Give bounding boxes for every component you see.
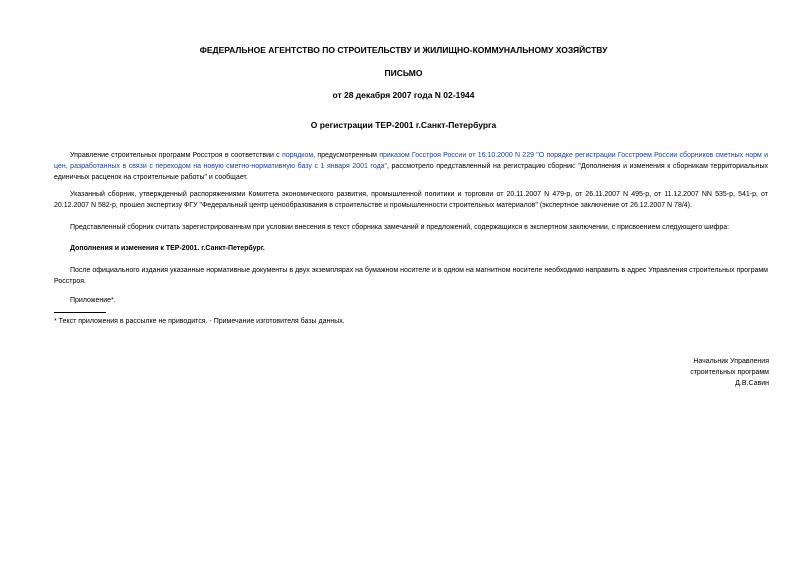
paragraph-1 bbox=[54, 150, 768, 183]
footnote-divider bbox=[54, 312, 106, 313]
paragraph-3: Представленный сборник считать зарегистрированным при условии внесения в текст сборника замечаний и предложений, содержащихся в экспертном заключении, с присвоением следующего шифра: bbox=[70, 224, 730, 231]
signature-position-line1: Начальник Управления bbox=[693, 358, 769, 365]
agency-heading: ФЕДЕРАЛЬНОЕ АГЕНТСТВО ПО СТРОИТЕЛЬСТВУ И ЖИЛИЩНО-КОММУНАЛЬНОМУ ХОЗЯЙСТВУ bbox=[199, 45, 608, 55]
order-link[interactable]: приказом Госстроя России от 16.10.2000 N 229 "О порядке регистрации Госстроем России сборников сметных норм и цен, разработанных в связи с переходом на новую сметно-нормативную базу с 1 января 2001 года" bbox=[54, 152, 768, 170]
signature-block bbox=[690, 356, 769, 389]
paragraph-1-text-b: , предусмотренным bbox=[313, 152, 380, 159]
paragraph-1-text-c: , рассмотрело представленный на регистрацию сборник: "Дополнения и изменения к сборникам территориальных единичных расценок на строительные работы" и сообщает. bbox=[54, 163, 768, 181]
subject-heading: О регистрации ТЕР-2001 г.Санкт-Петербурга bbox=[310, 120, 497, 130]
paragraph-5: После официального издания указанные нормативные документы в двух экземплярах на бумажном носителе и в одном на магнитном носителе необходимо направить в адрес Управления строительных программ Росстроя. bbox=[54, 267, 768, 285]
signature-position-line2: строительных программ bbox=[690, 369, 769, 376]
signature-name: Д.В.Савин bbox=[735, 380, 769, 387]
date-number-heading: от 28 декабря 2007 года N 02-1944 bbox=[332, 90, 475, 100]
procedure-link[interactable]: порядком bbox=[281, 152, 314, 159]
footnote: * Текст приложения в рассылке не приводится. - Примечание изготовителя базы данных. bbox=[54, 318, 345, 325]
paragraph-6-appendix: Приложение*. bbox=[70, 297, 116, 304]
paragraph-1-text-a: Управление строительных программ Росстроя в соответствии с bbox=[70, 152, 282, 159]
paragraph-2: Указанный сборник, утвержденный распоряжениями Комитета экономического развития, промышленной политики и торговли от 20.11.2007 N 479-р, от 26.11.2007 N 495-р, от 11.12.2007 NN 535-р, 541-р, от 20.12.2007 N 582-р, прошел экспертизу ФГУ "Федеральный центр ценообразования в строительстве и промышленности строительных материалов" (экспертное заключение от 26.12.2007 N 78/4). bbox=[54, 191, 768, 209]
doc-type-heading: ПИСЬМО bbox=[384, 68, 423, 78]
paragraph-4-cipher: Дополнения и изменения к ТЕР-2001. г.Санкт-Петербург. bbox=[70, 245, 265, 252]
